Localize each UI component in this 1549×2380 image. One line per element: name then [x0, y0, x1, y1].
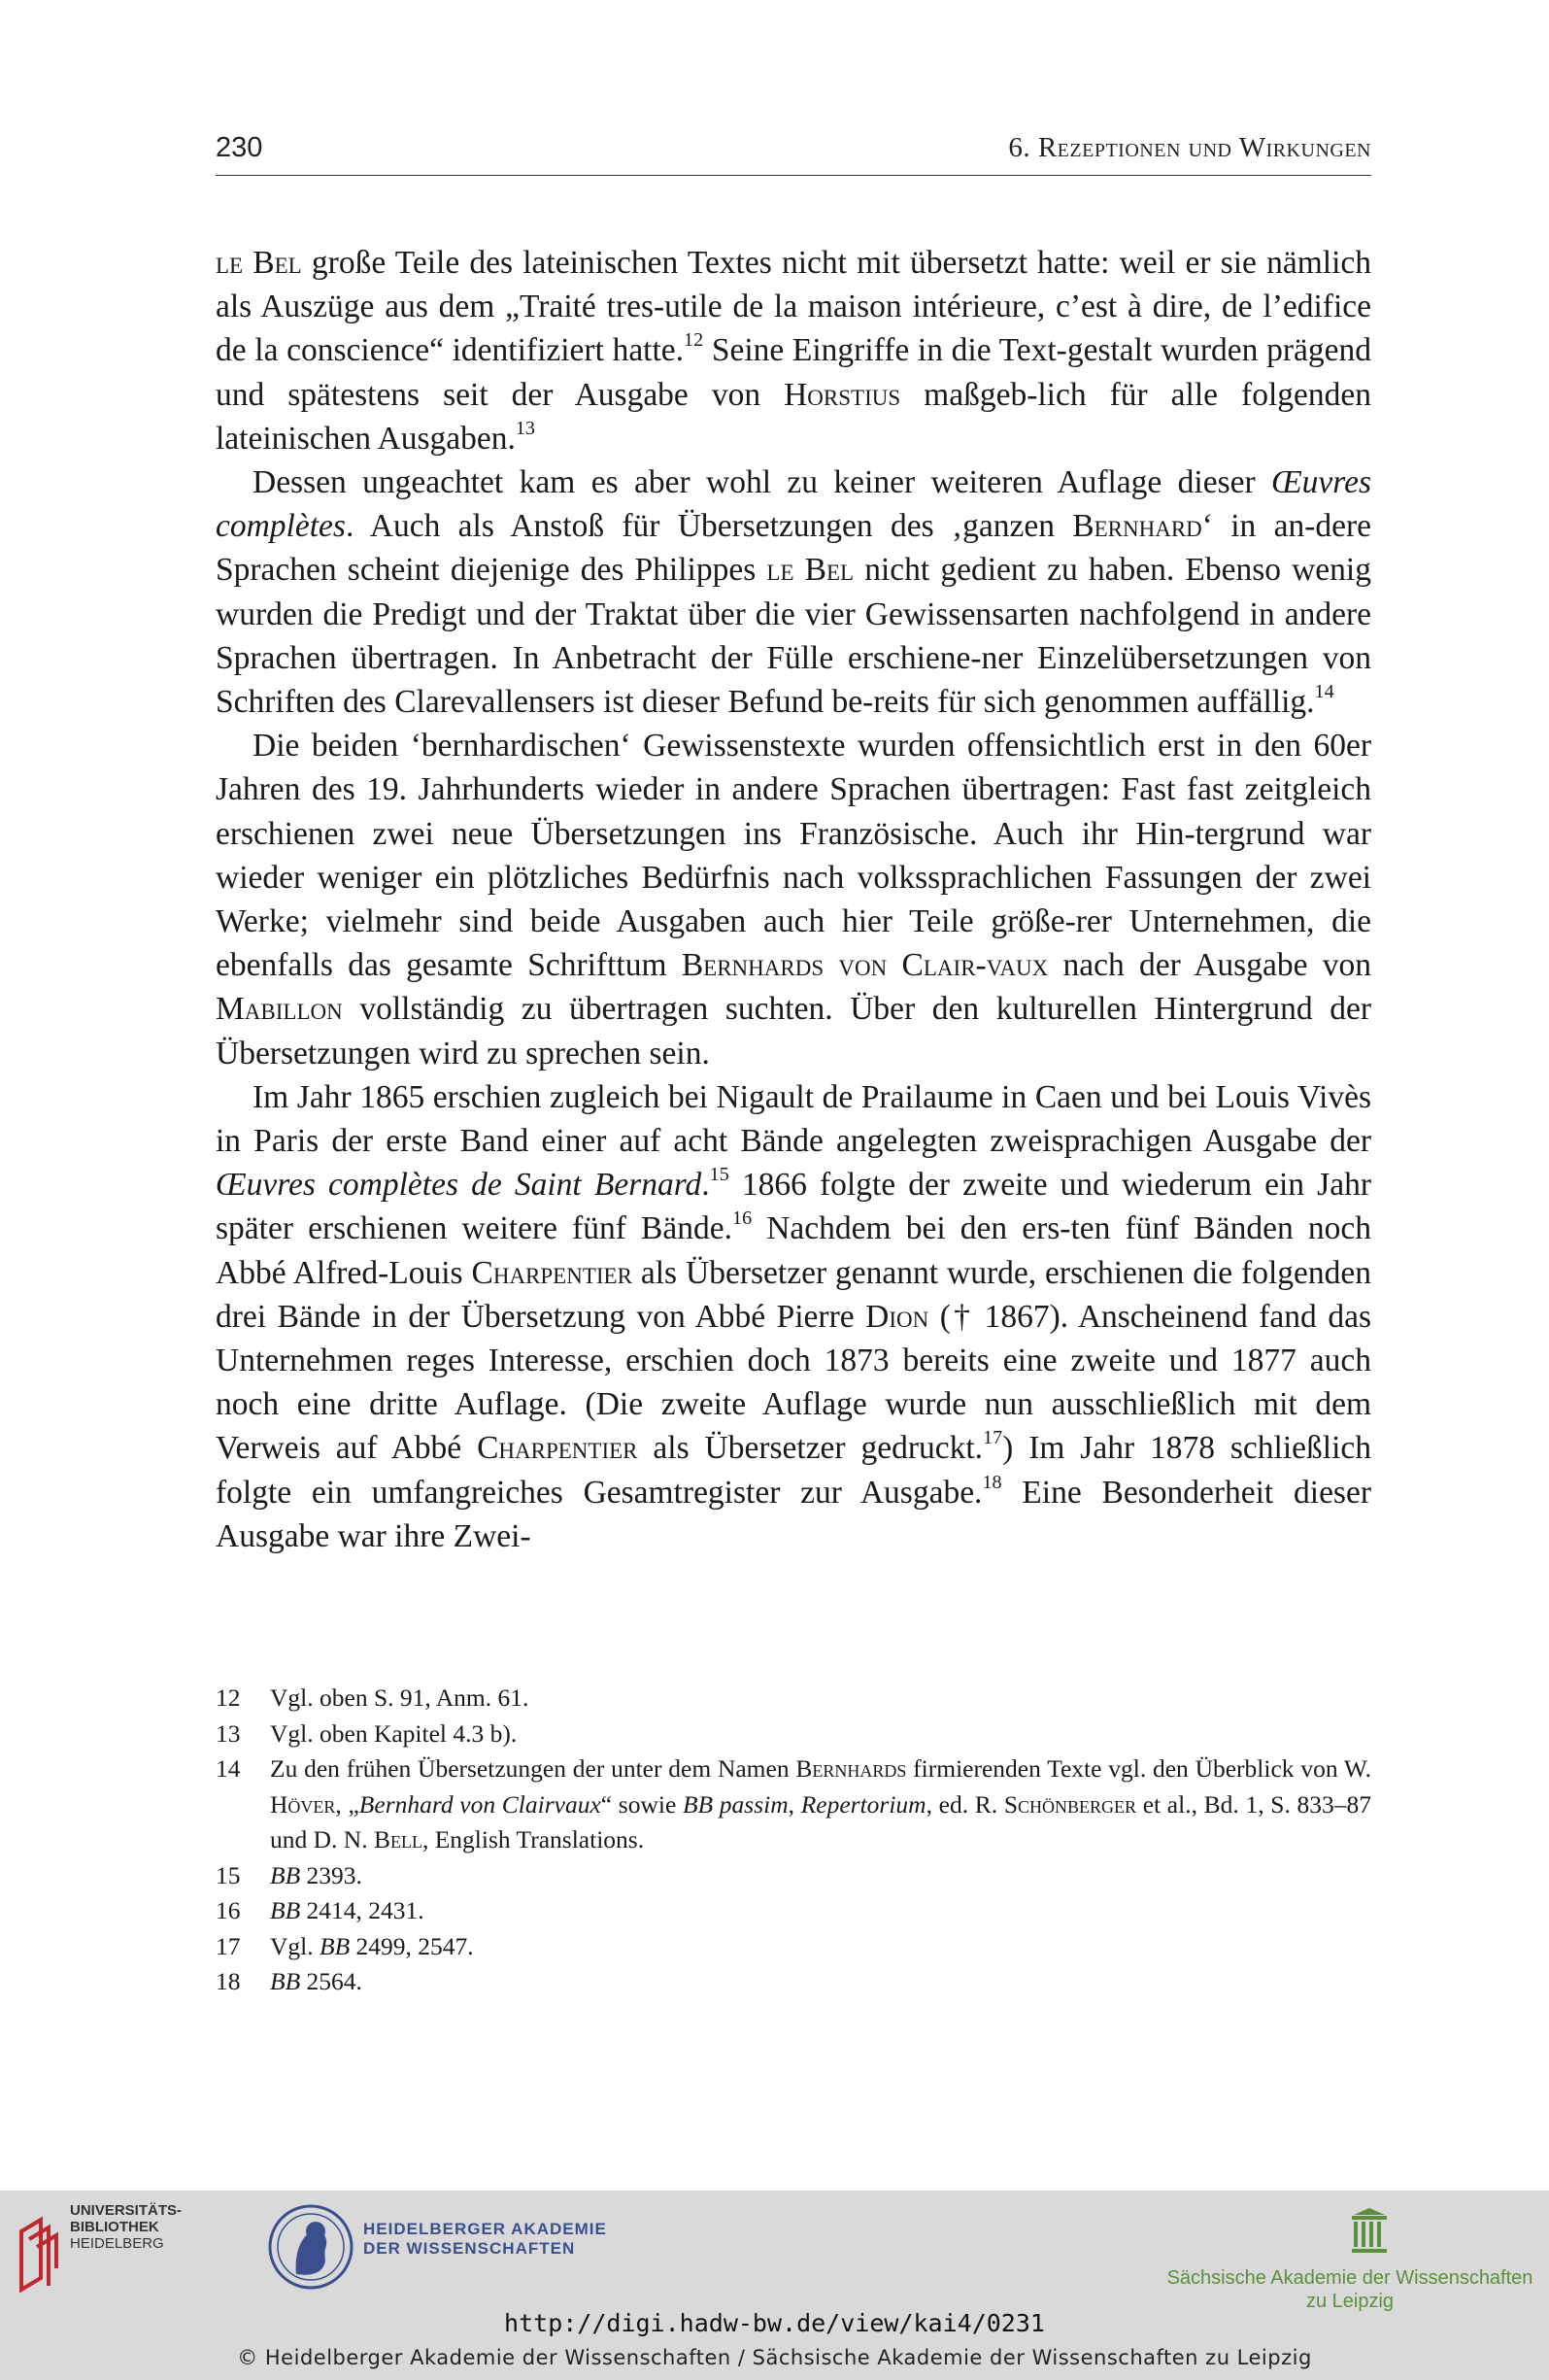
author-name: Höver	[270, 1789, 336, 1819]
footnote-ref-12: 12	[684, 329, 704, 352]
footnote-16	[216, 1893, 1371, 1929]
work-title: Œuvres complètes de Saint Bernard	[216, 1167, 702, 1204]
footnote-13	[216, 1717, 1371, 1752]
author-name: Horstius	[784, 376, 901, 413]
text-run: , English Translations.	[421, 1825, 645, 1853]
footnote-text	[270, 1751, 1371, 1858]
footnote-text	[270, 1893, 1371, 1929]
footnote-18	[216, 1964, 1371, 2000]
academy-name	[363, 2220, 607, 2259]
text-run: . Auch als Anstoß für Übersetzungen des ‚ganzen	[345, 508, 1073, 545]
footnote-text: Vgl. oben S. 91, Anm. 61.	[270, 1683, 529, 1712]
ub-line-1: UNIVERSITÄTS-	[70, 2202, 183, 2219]
ub-line-3: HEIDELBERG	[70, 2235, 164, 2252]
saxon-academy-logo-icon[interactable]	[1350, 2208, 1389, 2255]
saxon-line-2: zu Leipzig	[1305, 2291, 1395, 2312]
page-number: 230	[216, 132, 263, 163]
footnote-number: 18	[216, 1967, 241, 1995]
text-run: , ed. R.	[926, 1789, 1004, 1819]
text-run: “ sowie	[600, 1789, 683, 1819]
footnotes	[216, 1681, 1371, 2000]
author-name: le Bel	[766, 552, 855, 589]
footnote-ref-13: 13	[515, 417, 535, 439]
footnote-12	[216, 1681, 1371, 1717]
text-run: Nachdem bei den ers-ten fünf Bänden noch Abbé Alfred-Louis	[216, 1210, 1371, 1291]
text-run: Seine Eingriffe in die Text-gestalt wurden prägend und spätestens seit der Ausgabe von	[216, 332, 1371, 413]
academy-seal-icon[interactable]	[267, 2198, 354, 2295]
footnote-15	[216, 1858, 1371, 1894]
author-name: Charpentier	[471, 1254, 632, 1291]
text-run: 2564.	[300, 1967, 362, 1995]
author-name: Charpentier	[477, 1430, 638, 1467]
author-name: Bernhards	[795, 1754, 907, 1783]
text-run: große Teile des lateinischen Textes nicht mit übersetzt hatte: weil er sie nämlich als Auszüge aus dem „Traité tres-utile de la maison intérieure, c’est à dire, de l’edifice de la conscience“ identifiziert hatte.	[216, 245, 1372, 369]
text-run: 2414, 2431.	[300, 1896, 424, 1924]
author-name: Bernhard	[1072, 508, 1202, 545]
saxon-academy-name	[1146, 2266, 1549, 2313]
footnote-17	[216, 1929, 1371, 1965]
work-title: BB	[270, 1896, 301, 1924]
text-run: ‘ in an-dere Sprachen scheint diejenige des Philippes	[216, 508, 1371, 589]
text-run: 2393.	[300, 1860, 362, 1889]
text-run: ,	[788, 1789, 801, 1819]
text-run: .	[701, 1167, 710, 1204]
footnote-ref-14: 14	[1314, 680, 1334, 702]
work-title: BB	[270, 1967, 301, 1995]
author-name: Mabillon	[216, 991, 343, 1028]
footer-band	[0, 2191, 1549, 2380]
paragraph-4	[216, 1075, 1371, 1558]
footnote-ref-15: 15	[709, 1164, 729, 1186]
text-run: Eine Besonderheit dieser Ausgabe war ihre Zwei-	[216, 1474, 1371, 1554]
text-run: maßgeb-lich für alle folgenden lateinischen Ausgaben.	[216, 376, 1371, 457]
author-name: Bernhards von Clair-vaux	[681, 947, 1049, 984]
page-header	[216, 132, 1371, 176]
footnote-text	[270, 1964, 1371, 2000]
text-run: als Übersetzer gedruckt.	[637, 1430, 984, 1467]
text-run: et al., Bd. 1, S. 833–87 und D. N.	[270, 1789, 1372, 1853]
footnote-number: 12	[216, 1683, 241, 1712]
footnote-number: 13	[216, 1718, 241, 1748]
text-run: 2499, 2547.	[350, 1931, 474, 1960]
text-run: , „	[335, 1789, 359, 1819]
text-run: nach der Ausgabe von	[1048, 947, 1372, 984]
hadw-line-1: HEIDELBERGER AKADEMIE	[363, 2220, 607, 2238]
hadw-line-2: DER WISSENSCHAFTEN	[363, 2239, 576, 2258]
footnote-number: 17	[216, 1931, 241, 1960]
paragraph-1	[216, 241, 1371, 460]
footnote-14	[216, 1751, 1371, 1858]
footnote-text: Vgl. oben Kapitel 4.3 b).	[270, 1718, 518, 1748]
text-run: 1866 folgte der zweite und wiederum ein Jahr später erschienen weitere fünf Bände.	[216, 1167, 1371, 1247]
work-title: BB passim	[682, 1789, 789, 1819]
author-name: Dion	[865, 1298, 929, 1335]
text-run: firmierenden Texte vgl. den Überblick von W.	[906, 1754, 1371, 1783]
text-run: Die beiden ‘bernhardischen‘ Gewissenstexte wurden offensichtlich erst in den 60er Jahren des 19. Jahrhunderts wieder in andere Sprachen übertragen: Fast fast zeitgleich erschienen zwei neue Übersetzungen ins Französische. Auch ihr Hin-tergrund war wieder weniger ein plötzliches Bedürfnis nach volkssprachlichen Fassungen der zwei Werke; vielmehr sind beide Ausgaben auch hier Teile größe-rer Unternehmen, die ebenfalls das gesamte Schrifttum	[216, 728, 1371, 984]
text-run: Zu den frühen Übersetzungen der unter dem Namen	[270, 1754, 796, 1783]
footnote-text	[270, 1858, 1371, 1894]
footnote-number: 14	[216, 1754, 241, 1783]
body-text	[216, 241, 1371, 1558]
footnote-number: 15	[216, 1860, 241, 1889]
text-run: († 1867). Anscheinend fand das Unternehmen reges Interesse, erschien doch 1873 bereits eine zweite und 1877 auch noch eine dritte Auflage. (Die zweite Auflage wurde nun ausschließlich mit dem Verweis auf Abbé	[216, 1298, 1371, 1467]
author-name: Bell	[373, 1825, 422, 1853]
copyright-notice: © Heidelberger Akademie der Wissenschaften / Sächsische Akademie der Wissenschaften zu Leipzig	[237, 2346, 1312, 2369]
footnote-number: 16	[216, 1896, 241, 1924]
text-run: als Übersetzer genannt wurde, erschienen die folgenden drei Bände in der Übersetzung von Abbé Pierre	[216, 1254, 1372, 1335]
footnote-ref-17: 17	[983, 1427, 1003, 1449]
author-name: Schönberger	[1003, 1789, 1137, 1819]
work-title: BB	[320, 1931, 351, 1960]
text-run: nicht gedient zu haben. Ebenso wenig wurden die Predigt und der Traktat über die vier Gewissensarten nachfolgend in andere Sprachen übertragen. In Anbetracht der Fülle erschiene-ner Einzelübersetzungen von Schriften des Clarevallensers ist dieser Befund be-reits für sich genommen auffällig.	[216, 552, 1371, 721]
running-head: 6. Rezeptionen und Wirkungen	[1008, 132, 1371, 163]
text-run: Im Jahr 1865 erschien zugleich bei Nigault de Prailaume in Caen und bei Louis Vivès in Paris der erste Band einer auf acht Bände angelegten zweisprachigen Ausgabe der	[216, 1078, 1371, 1160]
text-run: vollständig zu übertragen suchten. Über den kulturellen Hintergrund der Übersetzungen wird zu sprechen sein.	[216, 991, 1371, 1071]
paragraph-2	[216, 460, 1371, 724]
text-run: Dessen ungeachtet kam es aber wohl zu keiner weiteren Auflage dieser	[253, 464, 1272, 501]
work-title: Bernhard von Clairvaux	[358, 1789, 601, 1819]
footnote-ref-18: 18	[982, 1471, 1002, 1493]
author-name: le Bel	[216, 245, 302, 281]
text-run: ) Im Jahr 1878 schließlich folgte ein umfangreiches Gesamtregister zur Ausgabe.	[216, 1430, 1371, 1511]
source-url-link[interactable]: http://digi.hadw-bw.de/view/kai4/0231	[504, 2309, 1045, 2337]
work-title: BB	[270, 1860, 301, 1889]
university-library-name	[70, 2202, 182, 2252]
saxon-line-1: Sächsische Akademie der Wissenschaften	[1166, 2267, 1533, 2289]
ub-line-2: BIBLIOTHEK	[70, 2219, 159, 2235]
work-title: Œuvres complètes	[216, 464, 1371, 545]
paragraph-3	[216, 724, 1371, 1075]
text-run: Vgl.	[270, 1931, 320, 1960]
work-title: Repertorium	[800, 1789, 926, 1819]
footnote-text	[270, 1929, 1371, 1965]
footnote-ref-16: 16	[732, 1207, 753, 1230]
